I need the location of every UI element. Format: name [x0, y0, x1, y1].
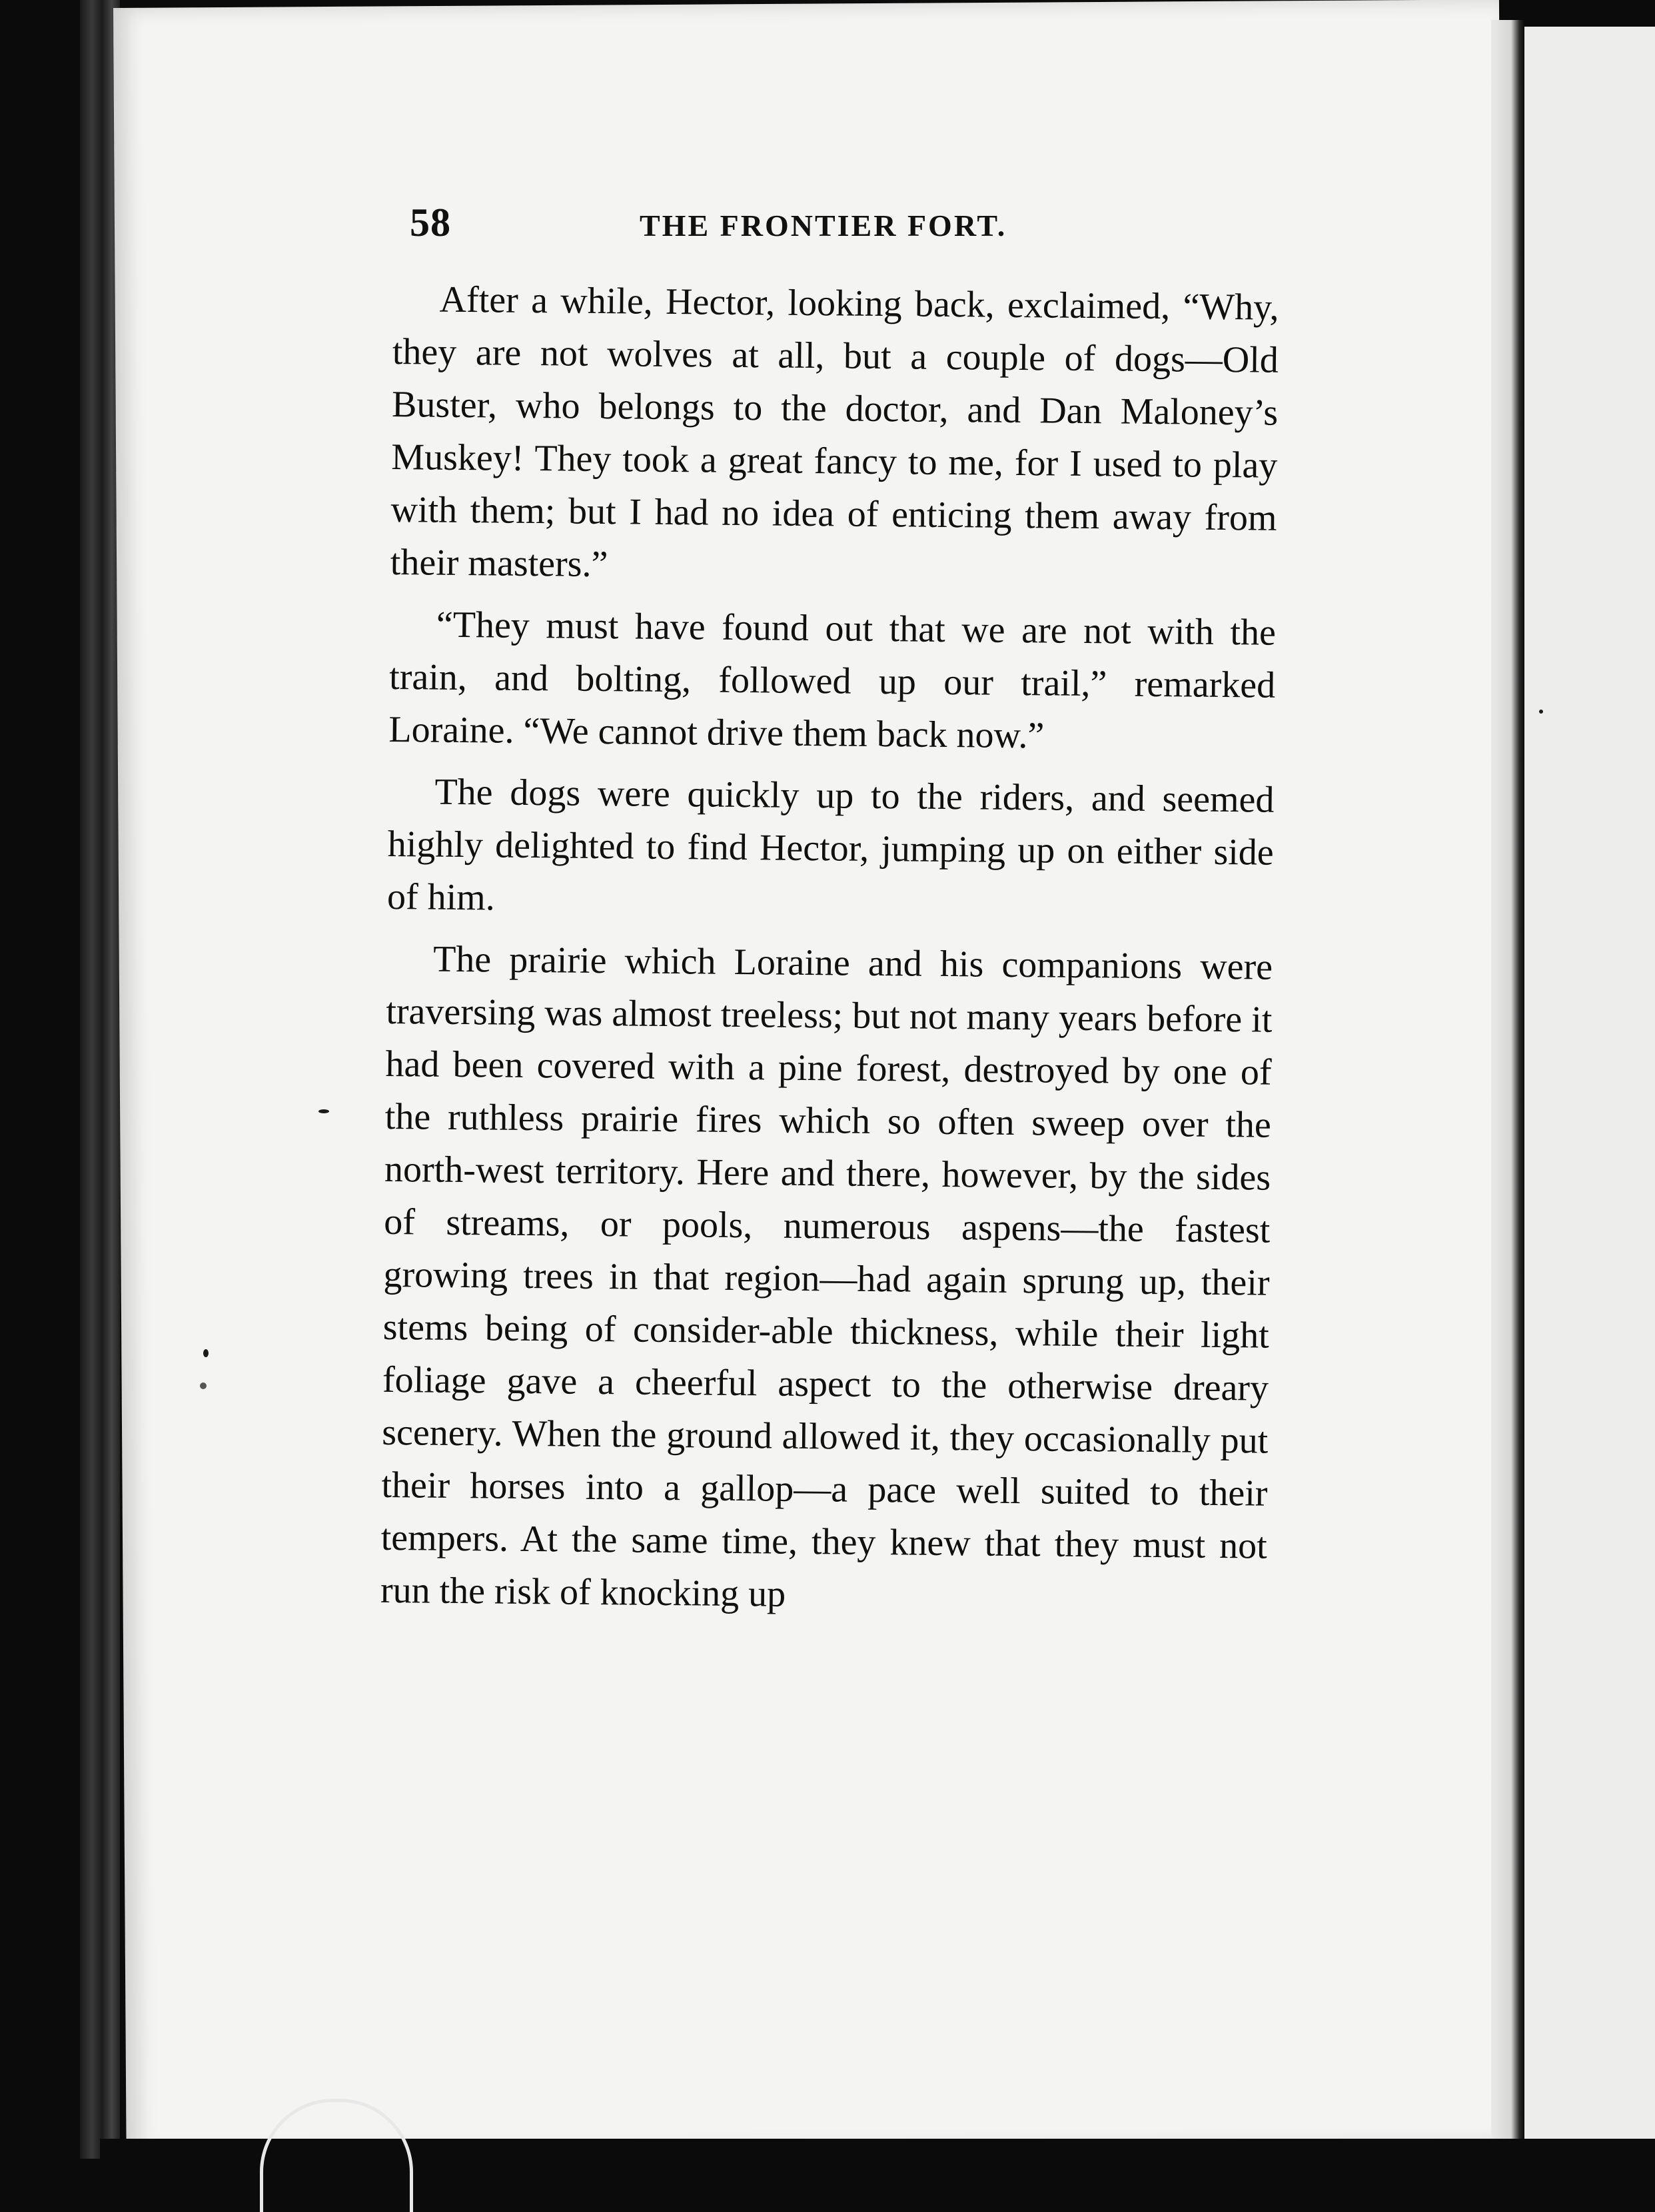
stray-ink-mark [318, 1109, 329, 1113]
stray-ink-mark [1539, 710, 1543, 714]
page-number: 58 [410, 201, 451, 245]
stray-ink-mark [200, 1382, 207, 1389]
facing-page-strip [1524, 27, 1655, 2159]
paragraph: After a while, Hector, looking back, exclaimed, “Why, they are not wolves at all, but a couple of dogs—Old Buster, who belongs to the doctor, and Dan Maloney’s Muskey! They took a great fancy to me, for I used to play with them; but I had no idea of enticing them away from their masters.” [390, 278, 1279, 586]
stray-ink-mark [203, 1349, 209, 1357]
running-head: THE FRONTIER FORT. [640, 209, 1007, 243]
page-fold-edge [1491, 20, 1524, 2159]
paragraph: The prairie which Loraine and his companions were traversing was almost treeless; but not many years before it had been covered with a pine forest, destroyed by one of the ruthless prairie fires which so often sweep over the north-west territory. Here and there, however, by the sides of streams, or pools, numerous aspens—the fastest growing trees in that region—had again sprung up, their stems being of consider-able thickness, while their light foliage gave a cheerful aspect to the otherwise dreary scenery. When the ground allowed it, they occasionally put their horses into a gallop—a pace well suited to their tempers. At the same time, they knew that they must not run the risk of knocking up [380, 938, 1273, 1615]
binding-gutter [80, 0, 120, 2159]
paragraph: “They must have found out that we are not with the train, and bolting, followed up our trail,” remarked Loraine. “We cannot drive them back now.” [388, 604, 1277, 757]
body-text [380, 273, 1279, 1635]
paragraph: The dogs were quickly up to the riders, and seemed highly delighted to find Hector, jumping up on either side of him. [386, 771, 1275, 919]
